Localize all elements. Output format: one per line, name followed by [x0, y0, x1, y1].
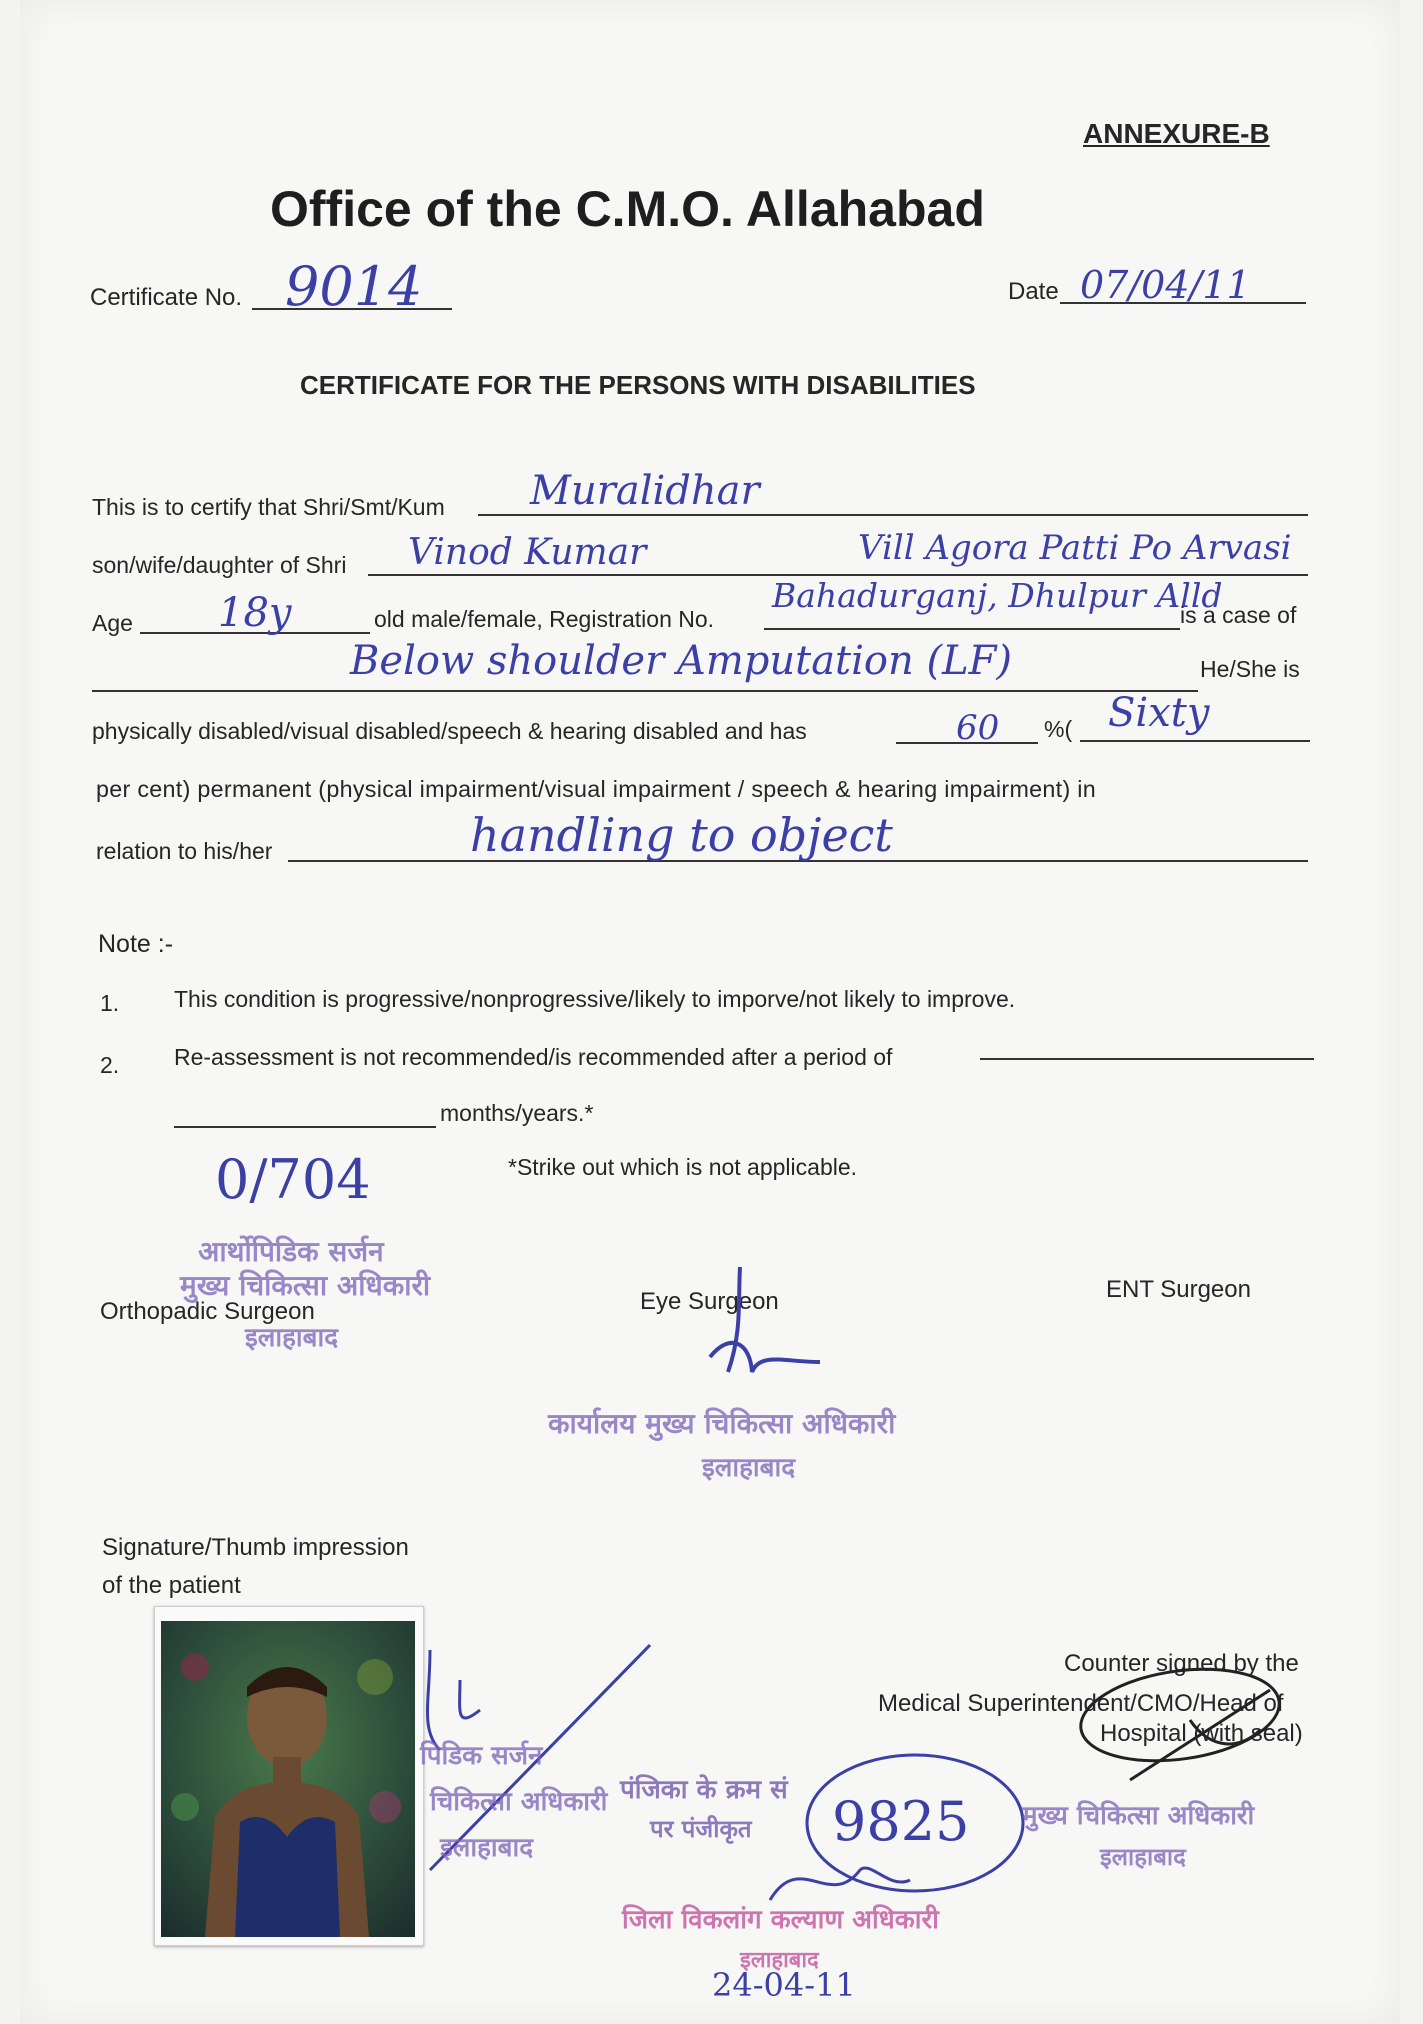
certificate-no-value: 9014 — [285, 255, 423, 318]
he-she-label: He/She is — [1200, 656, 1300, 682]
certificate-title: CERTIFICATE FOR THE PERSONS WITH DISABILITIES — [300, 370, 976, 400]
percent-value: 60 — [956, 708, 1000, 748]
photo-stamp-line-2: चिकित्सा अधिकारी — [430, 1787, 608, 1817]
relation-to-value: handling to object — [470, 808, 893, 862]
eye-surgeon-label: Eye Surgeon — [640, 1288, 779, 1315]
district-officer-signature — [760, 1840, 920, 1920]
ortho-signature: 0/704 — [215, 1148, 371, 1211]
percent-words-value: Sixty — [1108, 690, 1210, 736]
patient-photo — [154, 1606, 424, 1946]
note-1-text: This condition is progressive/nonprogressive/likely to imporve/not likely to improve. — [174, 986, 1016, 1012]
cmo-stamp-line-2: इलाहाबाद — [702, 1453, 796, 1483]
patient-signature-label-1: Signature/Thumb impression — [102, 1534, 409, 1561]
address-value: Vill Agora Patti Po Arvasi — [858, 528, 1292, 568]
note-2-number: 2. — [100, 1052, 120, 1078]
age-suffix-label: old male/female, Registration No. — [374, 606, 715, 632]
relation-label: son/wife/daughter of Shri — [92, 552, 347, 578]
counter-signed-line-3: Hospital (with seal) — [1100, 1720, 1303, 1747]
note-2-text: Re-assessment is not recommended/is recommended after a period of — [174, 1044, 893, 1070]
case-line — [92, 690, 1198, 692]
age-label: Age — [92, 610, 133, 636]
name-value: Muralidhar — [530, 468, 760, 514]
registration-stamp-line-1: पंजिका के क्रम सं — [620, 1775, 788, 1805]
name-line — [478, 514, 1308, 516]
counter-signed-line-1: Counter signed by the — [1064, 1650, 1299, 1677]
ortho-stamp-line-2: मुख्य चिकित्सा अधिकारी — [180, 1269, 431, 1302]
right-stamp-line-2: इलाहाबाद — [1100, 1843, 1186, 1871]
relation-to-label: relation to his/her — [96, 838, 273, 864]
district-stamp-date: 24-04-11 — [712, 1966, 856, 2004]
registration-number: 9825 — [832, 1790, 970, 1853]
ortho-surgeon-label: Orthopadic Surgeon — [100, 1298, 315, 1325]
strike-note: *Strike out which is not applicable. — [508, 1154, 858, 1180]
registration-stamp-line-2: पर पंजीकृत — [650, 1815, 752, 1843]
certificate-no-label: Certificate No. — [90, 284, 243, 311]
age-value: 18y — [218, 590, 292, 636]
photo-stamp-line-3: इलाहाबाद — [440, 1833, 534, 1863]
notes-title: Note :- — [98, 930, 174, 958]
father-value: Vinod Kumar — [408, 532, 647, 573]
months-line — [174, 1126, 436, 1128]
case-value: Below shoulder Amputation (LF) — [350, 638, 1012, 684]
eye-surgeon-signature — [690, 1262, 840, 1392]
annexure-label: ANNEXURE-B — [1083, 118, 1270, 149]
date-value: 07/04/11 — [1080, 263, 1251, 307]
registration-line — [764, 628, 1180, 630]
district-stamp-line-2: इलाहाबाद — [740, 1948, 819, 1973]
counter-signature-mark — [1070, 1660, 1310, 1800]
certify-label: This is to certify that Shri/Smt/Kum — [92, 494, 445, 520]
district-stamp-line-1: जिला विकलांग कल्याण अधिकारी — [622, 1905, 939, 1935]
percent-words-line — [1080, 740, 1310, 742]
registration-value: Bahadurganj, Dhulpur Alld — [772, 576, 1223, 615]
patient-signature-label-2: of the patient — [102, 1572, 241, 1599]
months-label: months/years.* — [440, 1100, 594, 1126]
patient-photo-image — [155, 1607, 423, 1945]
ent-surgeon-label: ENT Surgeon — [1106, 1276, 1251, 1303]
case-of-label: is a case of — [1180, 602, 1297, 628]
photo-stamp-line-1: पिडिक सर्जन — [420, 1741, 543, 1771]
ortho-stamp-line-3: इलाहाबाद — [245, 1323, 339, 1353]
impairment-line: per cent) permanent (physical impairment/visual impairment / speech & hearing impairment) in — [96, 776, 1097, 802]
disabled-label: physically disabled/visual disabled/speech & hearing disabled and has — [92, 718, 807, 744]
note-1-number: 1. — [100, 990, 120, 1016]
counter-signed-line-2: Medical Superintendent/CMO/Head of — [878, 1690, 1284, 1717]
reassessment-line — [980, 1058, 1314, 1060]
office-title: Office of the C.M.O. Allahabad — [270, 181, 985, 237]
percent-label: %( — [1044, 716, 1073, 742]
right-stamp-line-1: मुख्य चिकित्सा अधिकारी — [1022, 1801, 1255, 1831]
cmo-stamp-line-1: कार्यालय मुख्य चिकित्सा अधिकारी — [548, 1407, 896, 1440]
date-label: Date — [1008, 278, 1059, 305]
ortho-stamp-line-1: आर्थोपिडिक सर्जन — [198, 1235, 384, 1268]
